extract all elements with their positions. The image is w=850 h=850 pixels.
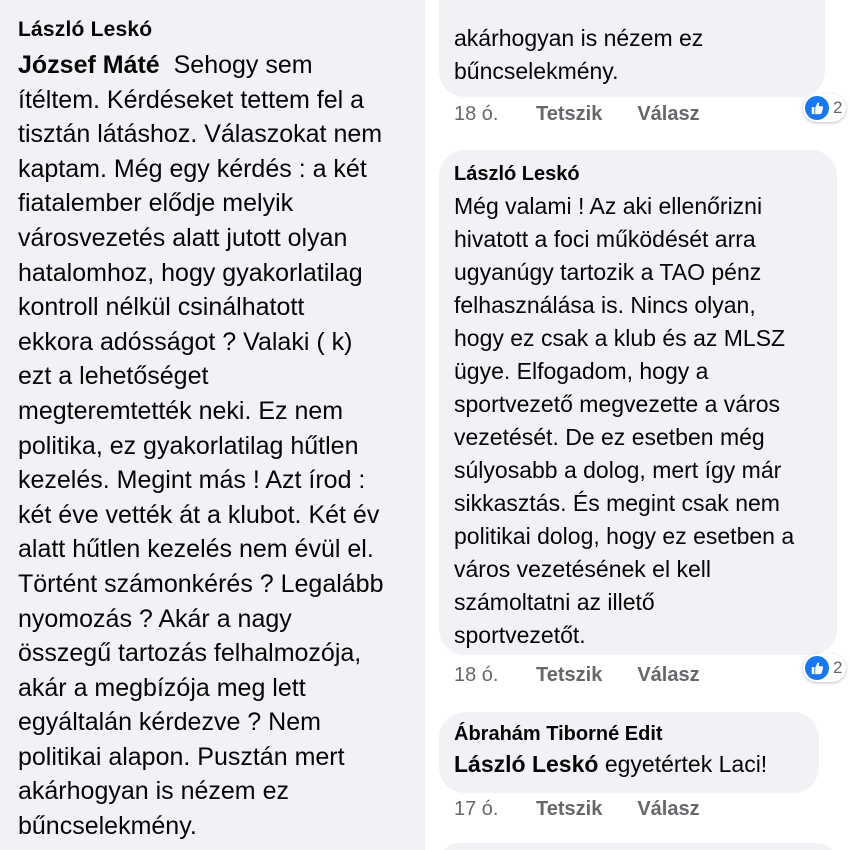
comment-line: fiatalember elődje melyik [18, 189, 294, 218]
comment-line: akárhogyan is nézem ez [454, 25, 704, 51]
comment-actions [454, 103, 735, 126]
comment-text-fragment: Sehogy sem [173, 51, 313, 79]
comment-line: akár a megbízója meg lett [18, 673, 306, 702]
comment-line: sikkasztás. És megint csak nem [454, 490, 780, 516]
comment-line: városvezetés alatt jutott olyan [18, 223, 348, 252]
reaction-count: 2 [833, 658, 843, 677]
comment-author[interactable]: László Leskó [454, 163, 580, 185]
mention-link[interactable]: László Leskó [454, 751, 599, 777]
comment-line: alatt hűtlen kezelés nem évül el. [18, 535, 374, 564]
like-button[interactable]: Tetszik [536, 664, 603, 686]
comment-timestamp[interactable]: 18 ó. [454, 664, 499, 686]
comment-line: hatalomhoz, hogy gyakorlatilag [18, 258, 363, 287]
like-button[interactable]: Tetszik [536, 798, 603, 820]
reply-button[interactable]: Válasz [637, 103, 700, 125]
comment-timestamp[interactable]: 17 ó. [454, 798, 499, 820]
comment-line: két éve vették át a klubot. Két év [18, 500, 380, 529]
comment-line: ügye. Elfogadom, hogy a [454, 358, 709, 384]
thumbs-up-icon [805, 96, 829, 120]
comment-line: ekkora adósságot ? Valaki ( k) [18, 327, 353, 356]
comment-text [454, 190, 837, 652]
comment-bubble-partial [439, 843, 837, 850]
comment-text [454, 748, 819, 781]
mention-link[interactable]: József Máté [18, 51, 160, 79]
comment-bubble [439, 150, 837, 655]
comment-text [18, 48, 425, 844]
comment-author[interactable]: László Leskó [18, 18, 153, 41]
comment-line: ítéltem. Kérdéseket tettem fel a [18, 85, 364, 114]
reply-button[interactable]: Válasz [637, 798, 700, 820]
comment-line: politikai alapon. Pusztán mert [18, 742, 345, 771]
comment-line: kezelés. Megint más ! Azt írod : [18, 466, 366, 495]
comment-line: politikai dolog, hogy ez esetben a [454, 523, 795, 549]
comment-timestamp[interactable]: 18 ó. [454, 103, 499, 125]
reaction-badge[interactable] [803, 654, 846, 682]
comment-line: ezt a lehetőséget [18, 362, 209, 391]
comment-line: tisztán látáshoz. Válaszokat nem [18, 120, 383, 149]
comment-line-0 [18, 48, 425, 83]
reply-button[interactable]: Válasz [637, 664, 700, 686]
thumbs-up-icon [805, 656, 829, 680]
reaction-badge[interactable] [803, 94, 846, 122]
comment-actions [454, 798, 735, 821]
comment-line: bűncselekmény. [454, 58, 619, 84]
comment-line: összegű tartozás felhalmozója, [18, 639, 362, 668]
comment-line: hivatott a foci működését arra [454, 226, 756, 252]
comment-text [454, 22, 825, 88]
comment-line: Történt számonkérés ? Legalább [18, 569, 384, 598]
comment-line: megteremtették neki. Ez nem [18, 396, 344, 425]
comment-line: ugyanúgy tartozik a TAO pénz [454, 259, 762, 285]
comment-actions [454, 664, 735, 687]
comment-line: felhasználása is. Nincs olyan, [454, 292, 756, 318]
comment-line: bűncselekmény. [18, 812, 197, 841]
comment-bubble [439, 0, 825, 97]
comment-bubble [439, 712, 819, 793]
like-button[interactable]: Tetszik [536, 103, 603, 125]
comment-line: súlyosabb a dolog, mert így már [454, 457, 782, 483]
right-comment-column [425, 0, 850, 850]
comment-text-fragment: egyetértek Laci! [604, 751, 768, 777]
comment-line: számoltatni az illető [454, 589, 655, 615]
comment-line: Még valami ! Az aki ellenőrizni [454, 193, 763, 219]
comment-line: sportvezető megvezette a város [454, 391, 780, 417]
comment-line: politika, ez gyakorlatilag hűtlen [18, 431, 359, 460]
comment-line: nyomozás ? Akár a nagy [18, 604, 292, 633]
reaction-count: 2 [833, 98, 843, 117]
comment-line: kontroll nélkül csinálhatott [18, 293, 305, 322]
comment-line: vezetését. De ez esetben még [454, 424, 765, 450]
comment-line: hogy ez csak a klub és az MLSZ [454, 325, 786, 351]
comment-line: akárhogyan is nézem ez [18, 777, 289, 806]
comment-line: kaptam. Még egy kérdés : a két [18, 154, 367, 183]
comment-author[interactable]: Ábrahám Tiborné Edit [454, 723, 663, 745]
comment-line: város vezetésének el kell [454, 556, 711, 582]
comment-line: sportvezetőt. [454, 622, 586, 648]
comment-line: egyáltalán kérdezve ? Nem [18, 708, 321, 737]
